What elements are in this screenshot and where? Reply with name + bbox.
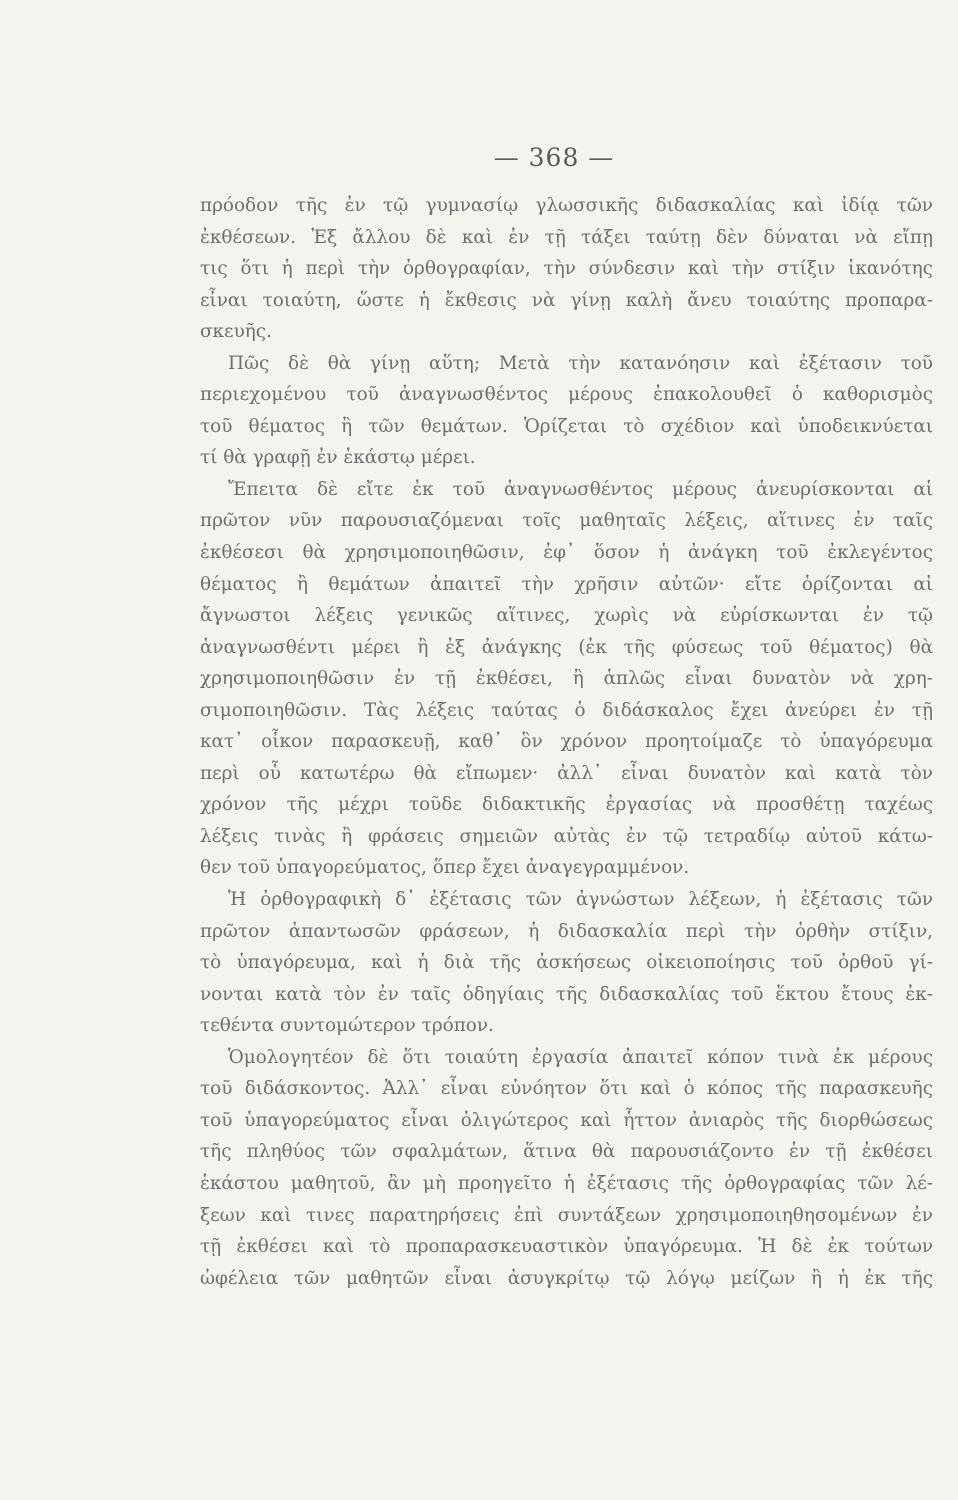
text-line: περιεχομένου τοῦ ἀναγνωσθέντος μέρους ἐπακολουθεῖ ὁ καθορισμὸς — [200, 384, 933, 406]
text-line: τις ὅτι ἡ περὶ τὴν ὀρθογραφίαν, τὴν σύνδεσιν καὶ τὴν στίξιν ἱκανότης — [200, 258, 933, 280]
text-line: τῆς πληθύος τῶν σφαλμάτων, ἅτινα θὰ παρουσιάζοντο ἐν τῇ ἐκθέσει — [200, 1141, 933, 1163]
text-line: λέξεις τινὰς ἢ φράσεις σημειῶν αὐτὰς ἐν τῷ τετραδίῳ αὐτοῦ κάτω- — [200, 825, 933, 847]
text-line: Ἔπειτα δὲ εἴτε ἐκ τοῦ ἀναγνωσθέντος μέρους ἀνευρίσκονται αἱ — [228, 478, 933, 500]
text-line: θέματος ἢ θεμάτων ἀπαιτεῖ τὴν χρῆσιν αὐτῶν· εἴτε ὁρίζονται αἱ — [200, 573, 933, 595]
text-line: χρόνον τῆς μέχρι τοῦδε διδακτικῆς ἐργασίας νὰ προσθέτῃ ταχέως — [200, 794, 933, 816]
text-line: σιμοποιηθῶσιν. Τὰς λέξεις ταύτας ὁ διδάσκαλος ἔχει ἀνεύρει ἐν τῇ — [200, 699, 933, 721]
text-line: ὠφέλεια τῶν μαθητῶν εἶναι ἀσυγκρίτῳ τῷ λόγῳ μείζων ἢ ἡ ἐκ τῆς — [200, 1267, 933, 1289]
text-line: πρῶτον ἀπαντωσῶν φράσεων, ἡ διδασκαλία περὶ τὴν ὀρθὴν στίξιν, — [200, 920, 933, 942]
text-line: πρῶτον νῦν παρουσιαζόμεναι τοῖς μαθηταῖς λέξεις, αἵτινες ἐν ταῖς — [200, 510, 933, 532]
text-line: τὸ ὑπαγόρευμα, καὶ ἡ διὰ τῆς ἀσκήσεως οἰκειοποίησις τοῦ ὀρθοῦ γί- — [200, 952, 933, 974]
text-line: Πῶς δὲ θὰ γίνῃ αὕτη; Μετὰ τὴν κατανόησιν καὶ ἐξέτασιν τοῦ — [228, 352, 933, 374]
text-line: νονται κατὰ τὸν ἐν ταῖς ὁδηγίαις τῆς διδασκαλίας τοῦ ἕκτου ἔτους ἐκ- — [200, 983, 933, 1005]
text-line: κατ᾽ οἶκον παρασκευῇ, καθ᾽ ὃν χρόνον προητοίμαζε τὸ ὑπαγόρευμα — [200, 731, 933, 753]
text-line: περὶ οὗ κατωτέρω θὰ εἴπωμεν· ἀλλ᾽ εἶναι δυνατὸν καὶ κατὰ τὸν — [200, 762, 933, 784]
text-line: ἐκθέσεων. Ἐξ ἄλλου δὲ καὶ ἐν τῇ τάξει ταύτῃ δὲν δύναται νὰ εἴπῃ — [200, 226, 933, 248]
text-line: ἐκθέσεσι θὰ χρησιμοποιηθῶσιν, ἐφ᾽ ὅσον ἡ ἀνάγκη τοῦ ἐκλεγέντος — [200, 542, 933, 564]
text-line: τί θὰ γραφῇ ἐν ἑκάστῳ μέρει. — [200, 447, 476, 469]
text-line: ξεων καὶ τινες παρατηρήσεις ἐπὶ συντάξεων χρησιμοποιηθησομένων ἐν — [200, 1204, 933, 1226]
text-line: τῇ ἐκθέσει καὶ τὸ προπαρασκευαστικὸν ὑπαγόρευμα. Ἡ δὲ ἐκ τούτων — [200, 1236, 933, 1258]
text-line: τεθέντα συντομώτερον τρόπον. — [200, 1015, 494, 1037]
text-line: πρόοδον τῆς ἐν τῷ γυμνασίῳ γλωσσικῆς διδασκαλίας καὶ ἰδίᾳ τῶν — [200, 195, 933, 216]
text-line: ἄγνωστοι λέξεις γενικῶς αἵτινες, χωρὶς νὰ εὑρίσκωνται ἐν τῷ — [200, 605, 933, 627]
text-line: χρησιμοποιηθῶσιν ἐν τῇ ἐκθέσει, ἢ ἁπλῶς εἶναι δυνατὸν νὰ χρη- — [200, 668, 933, 690]
page-number: — 368 — — [493, 143, 615, 172]
text-line: Ὁμολογητέον δὲ ὅτι τοιαύτη ἐργασία ἀπαιτεῖ κόπον τινὰ ἐκ μέρους — [228, 1046, 933, 1068]
text-line: θεν τοῦ ὑπαγορεύματος, ὅπερ ἔχει ἀναγεγραμμένον. — [200, 857, 690, 879]
text-line: τοῦ θέματος ἢ τῶν θεμάτων. Ὁρίζεται τὸ σχέδιον καὶ ὑποδεικνύεται — [200, 415, 933, 437]
text-line: σκευῆς. — [200, 321, 272, 343]
text-line: Ἡ ὀρθογραφικὴ δ᾽ ἐξέτασις τῶν ἀγνώστων λέξεων, ἡ ἐξέτασις τῶν — [228, 889, 933, 911]
text-line: εἶναι τοιαύτη, ὥστε ἡ ἔκθεσις νὰ γίνῃ καλὴ ἄνευ τοιαύτης προπαρα- — [200, 289, 933, 311]
text-line: τοῦ διδάσκοντος. Ἀλλ᾽ εἶναι εὐνόητον ὅτι καὶ ὁ κόπος τῆς παρασκευῆς — [200, 1078, 933, 1100]
text-line: ἀναγνωσθέντι μέρει ἢ ἐξ ἀνάγκης (ἐκ τῆς φύσεως τοῦ θέματος) θὰ — [200, 636, 933, 658]
text-line: ἑκάστου μαθητοῦ, ἂν μὴ προηγεῖτο ἡ ἐξέτασις τῆς ὀρθογραφίας τῶν λέ- — [200, 1172, 933, 1194]
body-text — [200, 190, 933, 1294]
text-line: τοῦ ὑπαγορεύματος εἶναι ὀλιγώτερος καὶ ἧττον ἀνιαρὸς τῆς διορθώσεως — [200, 1109, 933, 1131]
